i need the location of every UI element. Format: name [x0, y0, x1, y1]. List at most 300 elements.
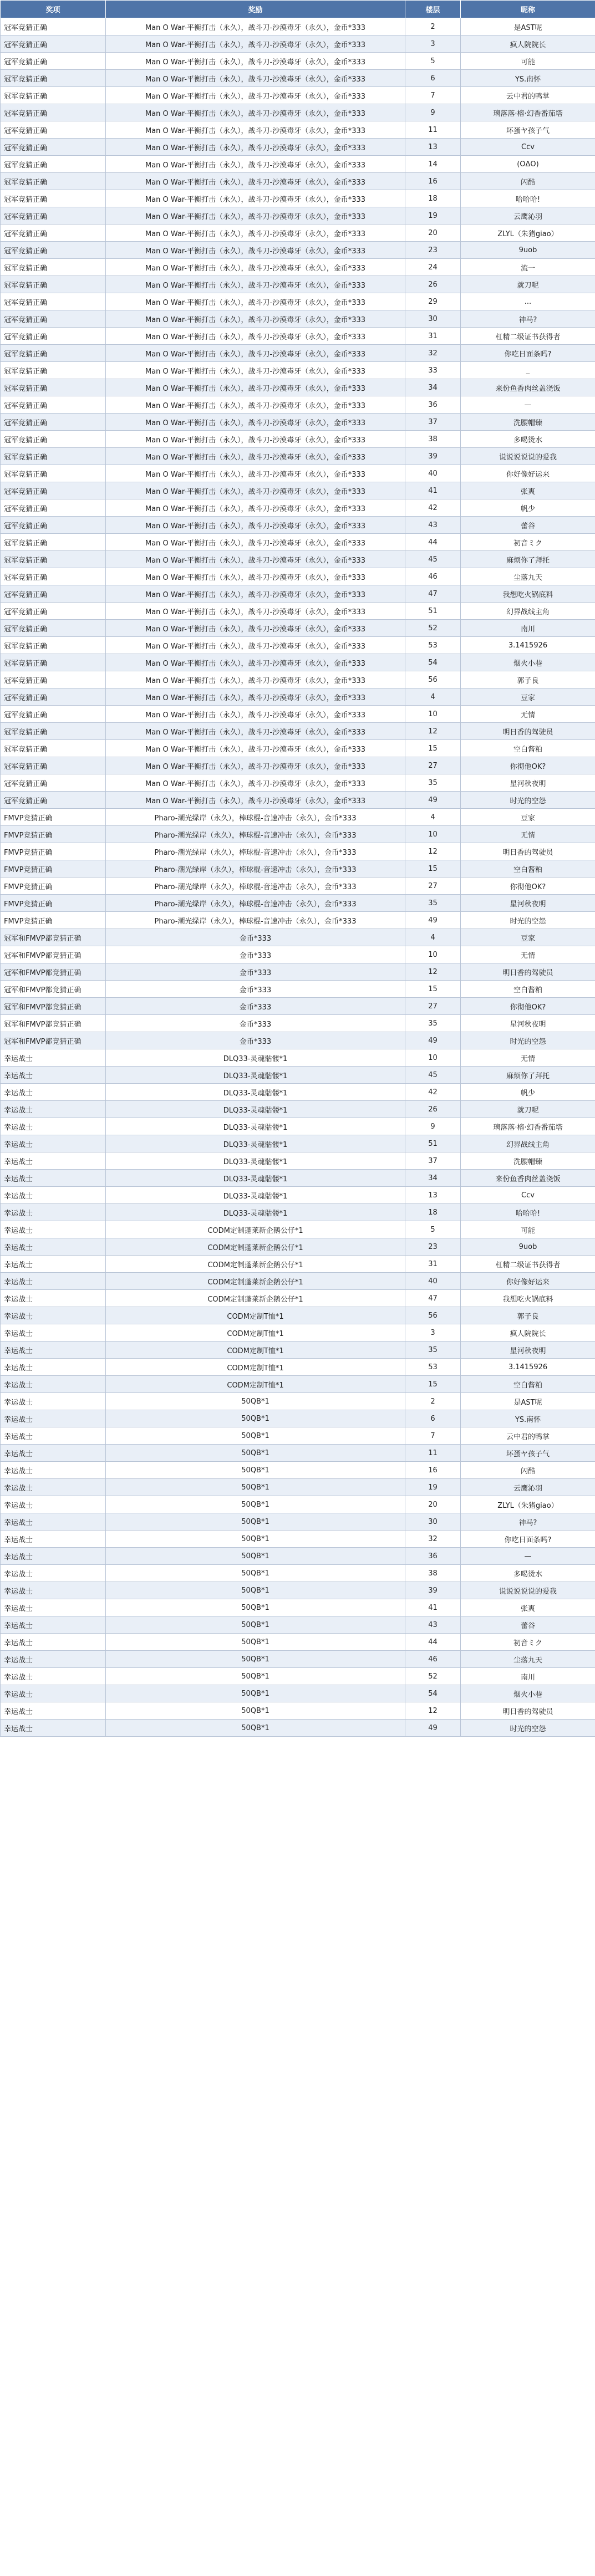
cell-reward: Man O War-平衡打击（永久），战斗刀-沙漠毒牙（永久），金币*333: [106, 156, 405, 173]
cell-floor: 36: [405, 396, 461, 414]
cell-prize: 冠军和FMVP都竞猜正确: [1, 963, 106, 981]
table-row: [1, 156, 595, 173]
cell-nickname: 烟火小巷: [461, 654, 595, 671]
cell-reward: Man O War-平衡打击（永久），战斗刀-沙漠毒牙（永久），金币*333: [106, 259, 405, 276]
cell-floor: 34: [405, 1170, 461, 1187]
cell-prize: 幸运战士: [1, 1290, 106, 1307]
cell-nickname: 无情: [461, 1049, 595, 1067]
table-row: [1, 1479, 595, 1496]
cell-reward: Man O War-平衡打击（永久），战斗刀-沙漠毒牙（永久），金币*333: [106, 723, 405, 740]
cell-floor: 26: [405, 1101, 461, 1118]
cell-prize: 幸运战士: [1, 1341, 106, 1359]
table-row: [1, 603, 595, 620]
cell-floor: 2: [405, 18, 461, 35]
cell-reward: 50QB*1: [106, 1548, 405, 1565]
cell-reward: Man O War-平衡打击（永久），战斗刀-沙漠毒牙（永久），金币*333: [106, 465, 405, 482]
cell-reward: 50QB*1: [106, 1582, 405, 1599]
cell-reward: Man O War-平衡打击（永久），战斗刀-沙漠毒牙（永久），金币*333: [106, 345, 405, 362]
cell-reward: Pharo-潮光绿岸（永久），棒球棍-音速冲击（永久），金币*333: [106, 826, 405, 843]
table-row: [1, 310, 595, 328]
cell-floor: 52: [405, 620, 461, 637]
table-row: [1, 757, 595, 774]
cell-nickname: 我想吃火锅底料: [461, 1290, 595, 1307]
table-row: [1, 465, 595, 482]
cell-reward: 金币*333: [106, 946, 405, 963]
table-row: [1, 328, 595, 345]
cell-reward: DLQ33-灵魂骷髅*1: [106, 1118, 405, 1135]
cell-reward: 50QB*1: [106, 1651, 405, 1668]
table-row: [1, 620, 595, 637]
table-row: [1, 723, 595, 740]
cell-nickname: 你吃日面条吗?: [461, 1531, 595, 1548]
cell-reward: 50QB*1: [106, 1565, 405, 1582]
cell-nickname: 你吃日面条吗?: [461, 345, 595, 362]
cell-nickname: 麻烦你了拜托: [461, 1067, 595, 1084]
cell-reward: 50QB*1: [106, 1445, 405, 1462]
cell-floor: 49: [405, 1720, 461, 1737]
cell-prize: 冠军竞猜正确: [1, 276, 106, 293]
cell-prize: 冠军竞猜正确: [1, 362, 106, 379]
cell-nickname: —: [461, 396, 595, 414]
cell-prize: 幸运战士: [1, 1720, 106, 1737]
cell-floor: 6: [405, 1410, 461, 1427]
cell-nickname: 说说说说说的爱我: [461, 1582, 595, 1599]
cell-prize: 冠军竞猜正确: [1, 671, 106, 688]
cell-floor: 5: [405, 1221, 461, 1238]
cell-prize: FMVP竞猜正确: [1, 878, 106, 895]
cell-prize: 幸运战士: [1, 1307, 106, 1324]
table-row: [1, 1651, 595, 1668]
cell-reward: Man O War-平衡打击（永久），战斗刀-沙漠毒牙（永久），金币*333: [106, 671, 405, 688]
cell-floor: 11: [405, 121, 461, 139]
cell-nickname: 豆家: [461, 809, 595, 826]
cell-floor: 3: [405, 35, 461, 53]
cell-reward: Man O War-平衡打击（永久），战斗刀-沙漠毒牙（永久），金币*333: [106, 173, 405, 190]
cell-floor: 35: [405, 1341, 461, 1359]
cell-reward: Pharo-潮光绿岸（永久），棒球棍-音速冲击（永久），金币*333: [106, 843, 405, 860]
cell-reward: CODM定制T恤*1: [106, 1341, 405, 1359]
cell-floor: 35: [405, 774, 461, 792]
cell-reward: DLQ33-灵魂骷髅*1: [106, 1204, 405, 1221]
cell-prize: 冠军和FMVP都竞猜正确: [1, 929, 106, 946]
cell-floor: 33: [405, 362, 461, 379]
cell-reward: 50QB*1: [106, 1720, 405, 1737]
cell-reward: Man O War-平衡打击（永久），战斗刀-沙漠毒牙（永久），金币*333: [106, 293, 405, 310]
cell-prize: 冠军竞猜正确: [1, 774, 106, 792]
table-row: [1, 585, 595, 603]
cell-prize: 幸运战士: [1, 1324, 106, 1341]
cell-reward: Man O War-平衡打击（永久），战斗刀-沙漠毒牙（永久），金币*333: [106, 396, 405, 414]
cell-reward: Man O War-平衡打击（永久），战斗刀-沙漠毒牙（永久），金币*333: [106, 585, 405, 603]
cell-nickname: 璃落落·榕·幻香番茄塔: [461, 1118, 595, 1135]
cell-nickname: 你好像好运来: [461, 465, 595, 482]
cell-reward: Man O War-平衡打击（永久），战斗刀-沙漠毒牙（永久），金币*333: [106, 740, 405, 757]
cell-prize: FMVP竞猜正确: [1, 826, 106, 843]
cell-prize: 幸运战士: [1, 1170, 106, 1187]
table-row: [1, 534, 595, 551]
table-row: [1, 1187, 595, 1204]
cell-nickname: 初音ミク: [461, 1634, 595, 1651]
cell-prize: 冠军和FMVP都竞猜正确: [1, 981, 106, 998]
table-row: [1, 1445, 595, 1462]
cell-reward: CODM定制T恤*1: [106, 1307, 405, 1324]
cell-nickname: 来份鱼香肉丝盖浇饭: [461, 379, 595, 396]
cell-floor: 15: [405, 860, 461, 878]
cell-floor: 31: [405, 1256, 461, 1273]
cell-floor: 14: [405, 156, 461, 173]
cell-prize: 冠军竞猜正确: [1, 35, 106, 53]
cell-prize: 幸运战士: [1, 1376, 106, 1393]
cell-floor: 37: [405, 414, 461, 431]
cell-nickname: —: [461, 1548, 595, 1565]
cell-nickname: 蕾谷: [461, 1616, 595, 1634]
table-row: [1, 35, 595, 53]
cell-prize: 冠军竞猜正确: [1, 568, 106, 585]
cell-floor: 46: [405, 568, 461, 585]
cell-prize: 冠军竞猜正确: [1, 70, 106, 87]
cell-floor: 18: [405, 190, 461, 207]
cell-floor: 42: [405, 499, 461, 517]
cell-floor: 4: [405, 809, 461, 826]
cell-reward: Man O War-平衡打击（永久），战斗刀-沙漠毒牙（永久），金币*333: [106, 104, 405, 121]
cell-nickname: (OΔO): [461, 156, 595, 173]
table-row: [1, 1634, 595, 1651]
cell-floor: 38: [405, 431, 461, 448]
cell-floor: 23: [405, 242, 461, 259]
cell-nickname: 洗腰帽臻: [461, 1152, 595, 1170]
cell-prize: 幸运战士: [1, 1204, 106, 1221]
cell-nickname: 疯人院院长: [461, 35, 595, 53]
cell-reward: 50QB*1: [106, 1634, 405, 1651]
table-row: [1, 1307, 595, 1324]
cell-prize: 冠军竞猜正确: [1, 156, 106, 173]
cell-prize: 幸运战士: [1, 1084, 106, 1101]
cell-prize: 幸运战士: [1, 1067, 106, 1084]
cell-reward: Man O War-平衡打击（永久），战斗刀-沙漠毒牙（永久），金币*333: [106, 448, 405, 465]
cell-reward: Man O War-平衡打击（永久），战斗刀-沙漠毒牙（永久），金币*333: [106, 362, 405, 379]
cell-nickname: 可能: [461, 53, 595, 70]
cell-prize: 幸运战士: [1, 1479, 106, 1496]
cell-reward: Man O War-平衡打击（永久），战斗刀-沙漠毒牙（永久），金币*333: [106, 499, 405, 517]
cell-reward: Man O War-平衡打击（永久），战斗刀-沙漠毒牙（永久），金币*333: [106, 310, 405, 328]
cell-floor: 2: [405, 1393, 461, 1410]
header-reward: 奖励: [106, 1, 405, 18]
cell-reward: 金币*333: [106, 963, 405, 981]
cell-prize: 幸运战士: [1, 1427, 106, 1445]
cell-prize: 冠军竞猜正确: [1, 792, 106, 809]
cell-nickname: 我想吃火锅底料: [461, 585, 595, 603]
cell-floor: 15: [405, 1376, 461, 1393]
table-row: [1, 1410, 595, 1427]
table-row: [1, 70, 595, 87]
table-row: [1, 1599, 595, 1616]
cell-floor: 16: [405, 173, 461, 190]
cell-nickname: 帆少: [461, 499, 595, 517]
cell-floor: 37: [405, 1152, 461, 1170]
cell-floor: 41: [405, 482, 461, 499]
cell-floor: 5: [405, 53, 461, 70]
cell-reward: DLQ33-灵魂骷髅*1: [106, 1101, 405, 1118]
cell-prize: 幸运战士: [1, 1393, 106, 1410]
table-row: [1, 379, 595, 396]
cell-nickname: 无情: [461, 946, 595, 963]
cell-prize: 冠军竞猜正确: [1, 620, 106, 637]
cell-nickname: 闪酷: [461, 1462, 595, 1479]
table-row: [1, 878, 595, 895]
cell-floor: 20: [405, 1496, 461, 1513]
table-header-row: [1, 1, 595, 18]
cell-reward: 50QB*1: [106, 1496, 405, 1513]
cell-reward: DLQ33-灵魂骷髅*1: [106, 1152, 405, 1170]
cell-prize: 冠军竞猜正确: [1, 139, 106, 156]
cell-floor: 18: [405, 1204, 461, 1221]
cell-nickname: 豆家: [461, 688, 595, 706]
cell-nickname: 多喝烫水: [461, 1565, 595, 1582]
table-row: [1, 1032, 595, 1049]
cell-reward: Man O War-平衡打击（永久），战斗刀-沙漠毒牙（永久），金币*333: [106, 190, 405, 207]
cell-prize: 冠军竞猜正确: [1, 190, 106, 207]
cell-prize: 冠军竞猜正确: [1, 207, 106, 225]
cell-floor: 49: [405, 1032, 461, 1049]
cell-reward: Man O War-平衡打击（永久），战斗刀-沙漠毒牙（永久），金币*333: [106, 328, 405, 345]
cell-prize: FMVP竞猜正确: [1, 860, 106, 878]
cell-nickname: 神马?: [461, 310, 595, 328]
table-row: [1, 139, 595, 156]
cell-prize: 冠军竞猜正确: [1, 53, 106, 70]
cell-reward: Man O War-平衡打击（永久），战斗刀-沙漠毒牙（永久），金币*333: [106, 688, 405, 706]
cell-floor: 30: [405, 1513, 461, 1531]
cell-prize: FMVP竞猜正确: [1, 895, 106, 912]
cell-reward: 金币*333: [106, 1032, 405, 1049]
cell-nickname: 就刀呢: [461, 1101, 595, 1118]
table-row: [1, 1221, 595, 1238]
table-row: [1, 499, 595, 517]
cell-floor: 10: [405, 706, 461, 723]
table-row: [1, 362, 595, 379]
cell-nickname: 闪酷: [461, 173, 595, 190]
cell-reward: 50QB*1: [106, 1393, 405, 1410]
cell-floor: 16: [405, 1462, 461, 1479]
table-row: [1, 1582, 595, 1599]
cell-reward: Pharo-潮光绿岸（永久），棒球棍-音速冲击（永久），金币*333: [106, 809, 405, 826]
cell-prize: 冠军竞猜正确: [1, 87, 106, 104]
cell-floor: 49: [405, 912, 461, 929]
cell-prize: 冠军竞猜正确: [1, 688, 106, 706]
table-row: [1, 1531, 595, 1548]
cell-prize: 幸运战士: [1, 1410, 106, 1427]
cell-nickname: 帆少: [461, 1084, 595, 1101]
table-row: [1, 1548, 595, 1565]
cell-nickname: 杠精二级证书获得者: [461, 1256, 595, 1273]
cell-floor: 49: [405, 792, 461, 809]
cell-floor: 26: [405, 276, 461, 293]
cell-reward: 50QB*1: [106, 1668, 405, 1685]
cell-nickname: 蕾谷: [461, 517, 595, 534]
cell-floor: 32: [405, 345, 461, 362]
cell-nickname: 坏蛋ヤ孩子气: [461, 1445, 595, 1462]
table-row: [1, 1273, 595, 1290]
cell-floor: 35: [405, 1015, 461, 1032]
cell-nickname: 9uob: [461, 242, 595, 259]
table-row: [1, 895, 595, 912]
cell-reward: CODM定制T恤*1: [106, 1324, 405, 1341]
cell-floor: 29: [405, 293, 461, 310]
cell-prize: 冠军竞猜正确: [1, 379, 106, 396]
cell-floor: 44: [405, 534, 461, 551]
cell-reward: Man O War-平衡打击（永久），战斗刀-沙漠毒牙（永久），金币*333: [106, 654, 405, 671]
cell-reward: DLQ33-灵魂骷髅*1: [106, 1135, 405, 1152]
cell-floor: 54: [405, 1685, 461, 1702]
cell-prize: 冠军和FMVP都竞猜正确: [1, 946, 106, 963]
table-row: [1, 1204, 595, 1221]
table-row: [1, 981, 595, 998]
cell-reward: Pharo-潮光绿岸（永久），棒球棍-音速冲击（永久），金币*333: [106, 895, 405, 912]
cell-reward: Man O War-平衡打击（永久），战斗刀-沙漠毒牙（永久），金币*333: [106, 379, 405, 396]
cell-prize: 冠军竞猜正确: [1, 482, 106, 499]
cell-prize: 幸运战士: [1, 1616, 106, 1634]
cell-nickname: 张爽: [461, 482, 595, 499]
cell-prize: 幸运战士: [1, 1531, 106, 1548]
table-row: [1, 568, 595, 585]
cell-floor: 46: [405, 1651, 461, 1668]
cell-floor: 19: [405, 207, 461, 225]
cell-reward: Man O War-平衡打击（永久），战斗刀-沙漠毒牙（永久），金币*333: [106, 139, 405, 156]
table-row: [1, 1049, 595, 1067]
cell-floor: 53: [405, 1359, 461, 1376]
cell-floor: 47: [405, 585, 461, 603]
cell-prize: 冠军和FMVP都竞猜正确: [1, 1015, 106, 1032]
cell-prize: 幸运战士: [1, 1685, 106, 1702]
cell-nickname: 明日香的驾驶员: [461, 723, 595, 740]
cell-reward: CODM定制蓬莱新企鹅公仔*1: [106, 1221, 405, 1238]
cell-reward: DLQ33-灵魂骷髅*1: [106, 1084, 405, 1101]
cell-reward: 50QB*1: [106, 1685, 405, 1702]
cell-nickname: 无情: [461, 826, 595, 843]
cell-nickname: 郭子良: [461, 671, 595, 688]
cell-prize: 幸运战士: [1, 1273, 106, 1290]
table-row: [1, 276, 595, 293]
cell-nickname: 云鹰沁羽: [461, 207, 595, 225]
table-row: [1, 654, 595, 671]
cell-nickname: 明日香的驾驶员: [461, 963, 595, 981]
cell-reward: DLQ33-灵魂骷髅*1: [106, 1049, 405, 1067]
cell-prize: 冠军竞猜正确: [1, 173, 106, 190]
cell-floor: 39: [405, 448, 461, 465]
cell-nickname: 无情: [461, 706, 595, 723]
cell-prize: 冠军竞猜正确: [1, 465, 106, 482]
cell-floor: 43: [405, 1616, 461, 1634]
cell-floor: 12: [405, 723, 461, 740]
cell-nickname: 星河秋夜明: [461, 1341, 595, 1359]
cell-floor: 32: [405, 1531, 461, 1548]
cell-nickname: 流一: [461, 259, 595, 276]
cell-reward: DLQ33-灵魂骷髅*1: [106, 1187, 405, 1204]
table-row: [1, 688, 595, 706]
cell-nickname: 云鹰沁羽: [461, 1479, 595, 1496]
cell-prize: 冠军竞猜正确: [1, 585, 106, 603]
cell-floor: 52: [405, 1668, 461, 1685]
cell-floor: 51: [405, 1135, 461, 1152]
table-row: [1, 207, 595, 225]
cell-prize: 幸运战士: [1, 1118, 106, 1135]
cell-reward: CODM定制蓬莱新企鹅公仔*1: [106, 1273, 405, 1290]
table-row: [1, 1101, 595, 1118]
cell-reward: CODM定制蓬莱新企鹅公仔*1: [106, 1256, 405, 1273]
cell-reward: CODM定制蓬莱新企鹅公仔*1: [106, 1238, 405, 1256]
cell-prize: 冠军竞猜正确: [1, 603, 106, 620]
cell-reward: Man O War-平衡打击（永久），战斗刀-沙漠毒牙（永久），金币*333: [106, 87, 405, 104]
table-row: [1, 448, 595, 465]
table-row: [1, 414, 595, 431]
cell-reward: Man O War-平衡打击（永久），战斗刀-沙漠毒牙（永久），金币*333: [106, 53, 405, 70]
cell-nickname: Ccv: [461, 139, 595, 156]
cell-nickname: 云中君的鸭掌: [461, 1427, 595, 1445]
cell-nickname: 空白酱粕: [461, 740, 595, 757]
table-row: [1, 259, 595, 276]
table-row: [1, 1015, 595, 1032]
cell-prize: 冠军竞猜正确: [1, 414, 106, 431]
cell-floor: 4: [405, 688, 461, 706]
cell-floor: 12: [405, 1702, 461, 1720]
table-row: [1, 740, 595, 757]
table-row: [1, 1084, 595, 1101]
table-row: [1, 1152, 595, 1170]
cell-reward: Man O War-平衡打击（永久），战斗刀-沙漠毒牙（永久），金币*333: [106, 534, 405, 551]
cell-nickname: 就刀呢: [461, 276, 595, 293]
cell-reward: DLQ33-灵魂骷髅*1: [106, 1170, 405, 1187]
cell-nickname: ZLYL（朱猪giao）: [461, 1496, 595, 1513]
cell-reward: 50QB*1: [106, 1531, 405, 1548]
cell-floor: 10: [405, 1049, 461, 1067]
cell-reward: Man O War-平衡打击（永久），战斗刀-沙漠毒牙（永久），金币*333: [106, 637, 405, 654]
table-row: [1, 293, 595, 310]
cell-nickname: _: [461, 362, 595, 379]
cell-reward: Man O War-平衡打击（永久），战斗刀-沙漠毒牙（永久），金币*333: [106, 225, 405, 242]
table-row: [1, 225, 595, 242]
cell-nickname: 你彻他OK?: [461, 878, 595, 895]
cell-floor: 13: [405, 1187, 461, 1204]
table-row: [1, 1668, 595, 1685]
cell-floor: 34: [405, 379, 461, 396]
cell-reward: Man O War-平衡打击（永久），战斗刀-沙漠毒牙（永久），金币*333: [106, 276, 405, 293]
table-row: [1, 1135, 595, 1152]
cell-nickname: 可能: [461, 1221, 595, 1238]
cell-reward: 金币*333: [106, 929, 405, 946]
cell-floor: 12: [405, 843, 461, 860]
table-row: [1, 173, 595, 190]
cell-reward: Man O War-平衡打击（永久），战斗刀-沙漠毒牙（永久），金币*333: [106, 121, 405, 139]
cell-floor: 40: [405, 1273, 461, 1290]
cell-nickname: 哈哈哈!: [461, 190, 595, 207]
cell-prize: 幸运战士: [1, 1152, 106, 1170]
cell-nickname: 时光的空怨: [461, 1032, 595, 1049]
cell-nickname: YS.南怀: [461, 1410, 595, 1427]
cell-prize: 冠军竞猜正确: [1, 637, 106, 654]
cell-reward: Man O War-平衡打击（永久），战斗刀-沙漠毒牙（永久），金币*333: [106, 242, 405, 259]
cell-nickname: 你彻他OK?: [461, 998, 595, 1015]
table-row: [1, 860, 595, 878]
cell-floor: 54: [405, 654, 461, 671]
cell-reward: 金币*333: [106, 981, 405, 998]
cell-nickname: 星河秋夜明: [461, 895, 595, 912]
cell-nickname: 南川: [461, 620, 595, 637]
table-row: [1, 517, 595, 534]
table-row: [1, 104, 595, 121]
cell-reward: Man O War-平衡打击（永久），战斗刀-沙漠毒牙（永久），金币*333: [106, 517, 405, 534]
cell-floor: 39: [405, 1582, 461, 1599]
cell-floor: 10: [405, 946, 461, 963]
cell-nickname: 你好像好运来: [461, 1273, 595, 1290]
